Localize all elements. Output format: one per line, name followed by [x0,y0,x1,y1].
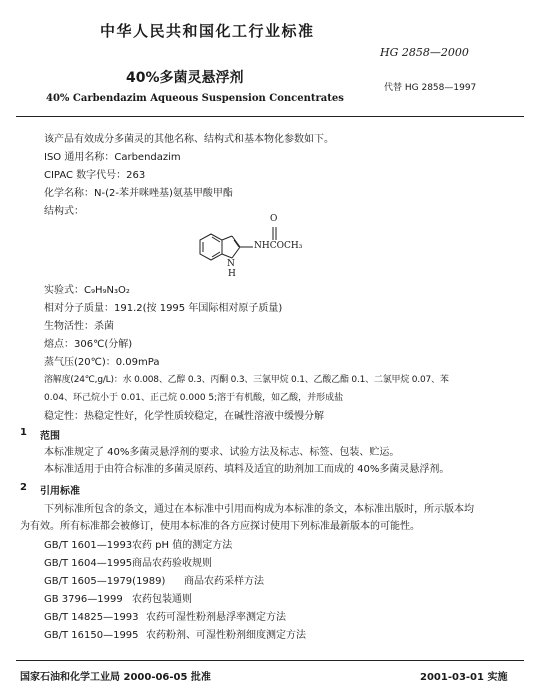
biological-activity: 生物活性：杀菌 [44,321,114,332]
struct-nitrogen: N [227,259,235,269]
replaces-note: 代替 HG 2858—1997 [384,83,477,93]
reference-title: 农药粉剂、可湿性粉剂细度测定方法 [146,630,306,641]
reference-item [44,626,306,641]
section-2-para-line-2: 为有效。所有标准都会被修订，使用本标准的各方应探讨使用下列标准最新版本的可能性。 [20,521,420,532]
reference-code: GB/T 1604—1995 [44,558,133,569]
cipac-code: CIPAC 数字代号：263 [44,170,146,181]
reference-title: 农药包装通则 [132,594,192,605]
iso-name: ISO 通用名称：Carbendazim [44,152,181,163]
header-rule [16,116,524,117]
reference-code: GB/T 1605—1979(1989) [44,576,166,587]
reference-title: 农药可湿性粉剂悬浮率测定方法 [146,612,286,623]
footer-rule [16,660,524,661]
reference-item [44,572,264,587]
struct-oxygen: O [270,214,278,224]
vapor-pressure: 蒸气压(20℃)：0.09mPa [44,357,160,368]
reference-item [44,590,192,605]
struct-hydrogen: H [228,269,236,279]
chemical-name: 化学名称：N-(2-苯并咪唑基)氨基甲酸甲酯 [44,188,233,199]
reference-code: GB/T 16150—1995 [44,630,139,641]
section-1-para-1: 本标准规定了 40%多菌灵悬浮剂的要求、试验方法及标志、标签、包装、贮运。 [44,447,400,458]
empirical-formula: 实验式：C₉H₉N₃O₂ [44,285,130,296]
section-1-number: 1 [20,427,27,438]
reference-title: 商品农药采样方法 [184,576,264,587]
structure-label: 结构式： [44,206,84,217]
reference-title: 农药 pH 值的测定方法 [132,540,233,551]
stability: 稳定性：热稳定性好，化学性质较稳定，在碱性溶液中缓慢分解 [44,411,324,422]
approval-line: 国家石油和化学工业局 2000-06-05 批准 [20,672,211,683]
reference-code: GB/T 14825—1993 [44,612,139,623]
section-2-title: 引用标准 [40,486,80,497]
document-title: 40%多菌灵悬浮剂 [126,70,244,86]
reference-code: GB 3796—1999 [44,594,123,605]
reference-item [44,608,286,623]
solubility-line-2: 0.04、环己烷小于 0.01、正己烷 0.000 5;溶于有机酸，如乙酸，并形成盐 [44,393,344,403]
reference-code: GB/T 1601—1993 [44,540,133,551]
reference-item [44,554,212,569]
melting-point: 熔点：306℃(分解) [44,339,133,350]
section-2-number: 2 [20,482,27,493]
section-2-para-line-1: 下列标准所包含的条文，通过在本标准中引用而构成为本标准的条文，本标准出版时，所示版本均 [44,504,474,515]
struct-nhcoch3: NHCOCH₃ [254,241,303,251]
org-title: 中华人民共和国化工行业标准 [100,22,315,40]
section-1-title: 范围 [40,431,60,442]
standard-number: HG 2858—2000 [380,46,469,59]
solubility-line-1: 溶解度(24℃,g/L)：水 0.008、乙醇 0.3、丙酮 0.3、三氯甲烷 0.1、乙酸乙酯 0.1、二氯甲烷 0.07、苯 [44,375,449,385]
molecular-mass: 相对分子质量：191.2(按 1995 年国际相对原子质量) [44,303,283,314]
section-1-para-2: 本标准适用于由符合标准的多菌灵原药、填料及适宜的助剂加工而成的 40%多菌灵悬浮剂。 [44,464,450,475]
english-title: 40% Carbendazim Aqueous Suspension Concentrates [46,93,344,104]
structural-formula [185,216,335,280]
effective-date: 2001-03-01 实施 [420,672,508,683]
reference-title: 商品农药验收规则 [132,558,212,569]
intro-lead: 该产品有效成分多菌灵的其他名称、结构式和基本物化参数如下。 [44,134,334,145]
reference-item [44,536,232,551]
